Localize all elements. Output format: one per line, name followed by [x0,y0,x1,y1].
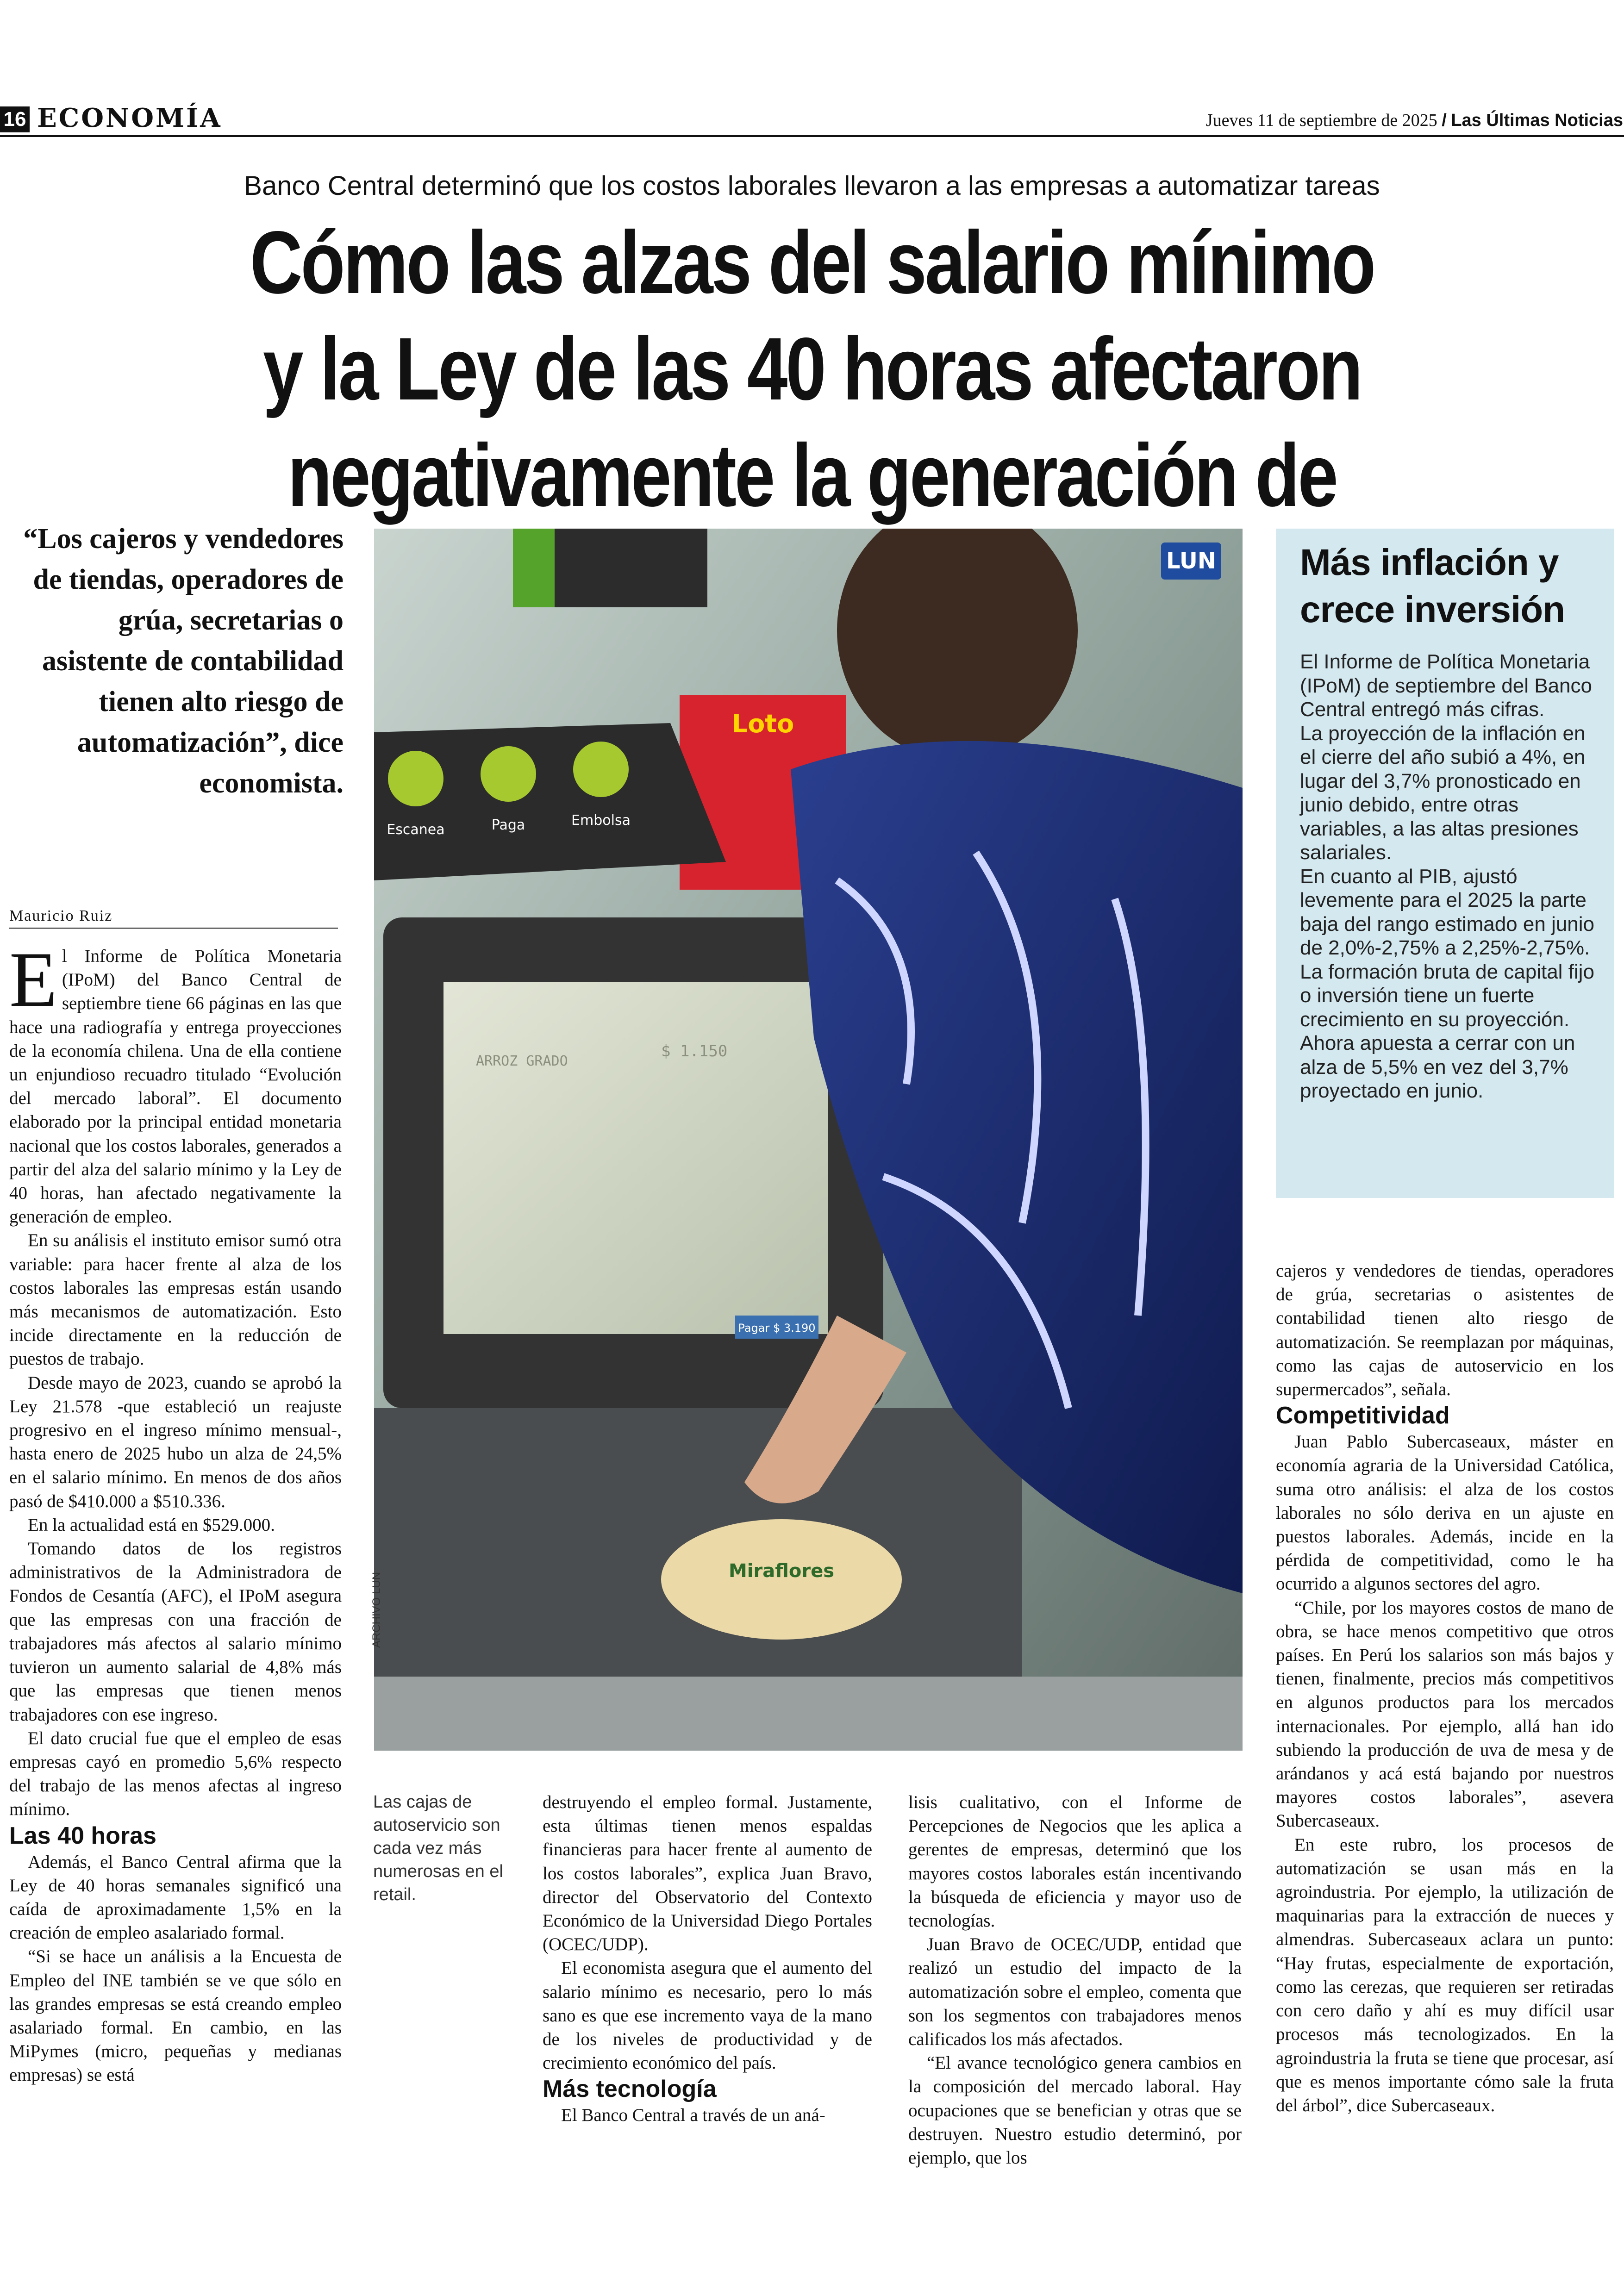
drop-cap: E [9,936,57,1023]
sidebar-paragraph: El Informe de Política Monetaria (IPoM) de septiembre del Banco Central entregó más cifras. [1300,650,1592,721]
paragraph: Juan Bravo de OCEC/UDP, entidad que realizó un estudio del impacto de la automatización sobre el empleo, comenta que son los segmentos con trabajadores menos calificados los más afectados. [908,1934,1242,2050]
paragraph: destruyendo el empleo formal. Justamente, esta últimas tienen menos espaldas financieras para hacer frente al aumento de los costos laborales”, explica Juan Bravo, director del Observatorio del Contexto Económico de la Universidad Diego Portales (OCEC/UDP). [543,1792,872,1955]
headline-line: y la Ley de las 40 horas afectaron [262,319,1362,418]
paragraph: “El avance tecnológico genera cambios en la composición del mercado laboral. Hay ocupaciones que se benefician y otras que se destruyen. Nuestro estudio determinó, por ejemplo, que los [908,2053,1242,2168]
self-checkout-photo [374,529,1243,1751]
article-column-4 [1276,1259,1614,2117]
page-number: 16 [0,106,30,132]
sidebar-paragraph: La proyección de la inflación en el cierre del año subió a 4%, en lugar del 3,7% pronosticado en junio debido, entre otras variables, a las altas presiones salariales. [1300,722,1586,864]
article-column-2 [543,1790,872,2127]
lottery-logo: Loto [731,709,794,738]
paragraph: En la actualidad está en $529.000. [28,1515,275,1535]
dateline [1206,110,1623,131]
photo-credit: ARCHIVO LUN [370,1572,383,1648]
headline-line: negativamente la generación de [287,425,1337,525]
paragraph: Juan Pablo Subercaseaux, máster en economía agraria de la Universidad Católica, suma otro análisis: el alza de los costos laborales no sólo deriva en un ajuste en puestos laborales. Además, incide en la pérdida de competitividad, como le ha ocurrido a algunos sectores del agro. [1276,1432,1614,1594]
section-title: ECONOMÍA [37,103,222,133]
article-photo [374,529,1243,1751]
sidebar-text [1300,650,1601,1103]
paragraph: En su análisis el instituto emisor sumó otra variable: para hacer frente al alza de los costos laborales las empresas están usando más mecanismos de automatización. Esto incide directamente en la reducción de puestos de trabajo. [9,1230,342,1369]
kiosk-step-scan: Escanea [387,822,445,838]
paragraph: “Chile, por los mayores costos de mano de obra, se hace menos competitivo que otros países. En Perú los salarios son más bajos y tienen, finalmente, precios más competitivos en algunos productos para los mercados internacionales. Por ejemplo, allá han ido subiendo la producción de uva de mesa y de arándanos y acá está bajando por nuestros mayores costos laborales”, asevera Subercaseaux. [1276,1597,1614,1831]
lun-badge: LUN [1166,548,1217,574]
paragraph: El Informe de Política Monetaria (IPoM) del Banco Central de septiembre tiene 66 páginas en las que hace una radiografía y entrega proyecciones de la economía chilena. Una de ella contiene un enjundioso recuadro titulado “Evolución del mercado laboral”. El documento elaborado por la principal entidad monetaria nacional que los costos laborales, generados a partir del alza del salario mínimo y la Ley de 40 horas, han afectado negativamente la generación de empleo. [9,936,342,1227]
sidebar-title: Más inflación y crece inversión [1300,542,1565,630]
headline-line: Cómo las alzas del salario mínimo [250,212,1374,312]
kiosk-step-bag: Embolsa [571,812,631,829]
paragraph: Desde mayo de 2023, cuando se aprobó la Ley 21.578 -que estableció un reajuste progresivo en el ingreso mínimo mensual-, hasta enero de 2025 hubo un alza de 24,5% en el salario mínimo. En menos de dos años pasó de $410.000 a $510.336. [9,1372,342,1511]
subhead: Más tecnología [543,2076,717,2103]
bag-label: Miraflores [728,1560,835,1582]
screen-item: ARROZ GRADO [476,1053,568,1069]
paragraph: Además, el Banco Central afirma que la Ley de 40 horas semanales significó una caída de aproximadamente 1,5% en la creación de empleo asalariado formal. [9,1852,342,1943]
paragraph: lisis cualitativo, con el Informe de Percepciones de Negocios que les aplica a gerentes de empresas, determinó que los mayores costos laborales están incentivando la búsqueda de eficiencia y mayor uso de tecnologías. [908,1792,1242,1931]
kiosk-step-pay: Paga [491,817,525,833]
publication-name: Las Últimas Noticias [1451,111,1623,130]
sidebar-paragraph: En cuanto al PIB, ajustó levemente para el 2025 la parte baja del rango estimado en junio de 2,0%-2,75% a 2,25%-2,75%. [1300,865,1595,959]
article-column-1 [9,936,342,2087]
article-kicker: Banco Central determinó que los costos laborales llevaron a las empresas a automatizar tareas [244,171,1380,201]
byline: Mauricio Ruiz [9,907,338,929]
sidebar-box [1276,529,1614,1198]
issue-date: Jueves 11 de septiembre de 2025 [1206,111,1437,130]
header-rule [0,135,1624,137]
subhead: Las 40 horas [9,1822,156,1849]
pull-quote: “Los cajeros y vendedores de tiendas, operadores de grúa, secretarias o asistente de contabilidad tienen alto riesgo de automatización”, dice economista. [23,523,344,799]
paragraph: “Si se hace un análisis a la Encuesta de Empleo del INE también se ve que sólo en las grandes empresas se está creando empleo asalariado formal. En cambio, en las MiPymes (micro, pequeñas y medianas empresas) se está [9,1946,342,2085]
dateline-separator: / [1442,111,1447,130]
sidebar-paragraph: La formación bruta de capital fijo o inversión tiene un fuerte crecimiento en su proyección. Ahora apuesta a cerrar con un alza de 5,5% en vez del 3,7% proyectado en junio. [1300,960,1594,1102]
article-column-3 [908,1790,1242,2170]
paragraph: El economista asegura que el aumento del salario mínimo es necesario, pero lo más sano es que ese incremento vaya de la mano de los niveles de productividad y de crecimiento económico del país. [543,1958,872,2073]
paragraph: Tomando datos de los registros administrativos de la Administradora de Fondos de Cesantía (AFC), el IPoM asegura que las empresas con una fracción de trabajadores más afectos al salario mínimo tuvieron un aumento salarial de 4,8% más que las empresas que tienen menos trabajadores con ese ingreso. [9,1539,342,1725]
photo-caption: Las cajas de autoservicio son cada vez más numerosas en el retail. [373,1792,503,1904]
paragraph: En este rubro, los procesos de automatización se usan más en la agroindustria. Por ejemplo, la utilización de maquinarias para la extracción de nueces y almendras. Subercaseaux aclara un punto: “Hay frutas, especialmente de exportación, como las cerezas, que requieren ser retiradas con cero daño y ahí es muy difícil usar procesos más tecnologizados. En la agroindustria la fruta se tiene que procesar, así que es menos importante cómo sale la fruta del árbol”, dice Subercaseaux. [1276,1834,1614,2115]
screen-pay-button: Pagar $ 3.190 [738,1322,816,1335]
paragraph: cajeros y vendedores de tiendas, operadores de grúa, secretarias o asistentes de contabilidad tienen alto riesgo de automatización. Se reemplazan por máquinas, como las cajas de autoservicio en los supermercados”, señala. [1276,1261,1614,1400]
paragraph: El Banco Central a través de un aná- [561,2105,825,2126]
subhead: Competitividad [1276,1402,1450,1429]
paragraph: El dato crucial fue que el empleo de esas empresas cayó en promedio 5,6% respecto del trabajo de las menos afectas al ingreso mínimo. [9,1728,342,1820]
screen-price: $ 1.150 [661,1042,728,1060]
